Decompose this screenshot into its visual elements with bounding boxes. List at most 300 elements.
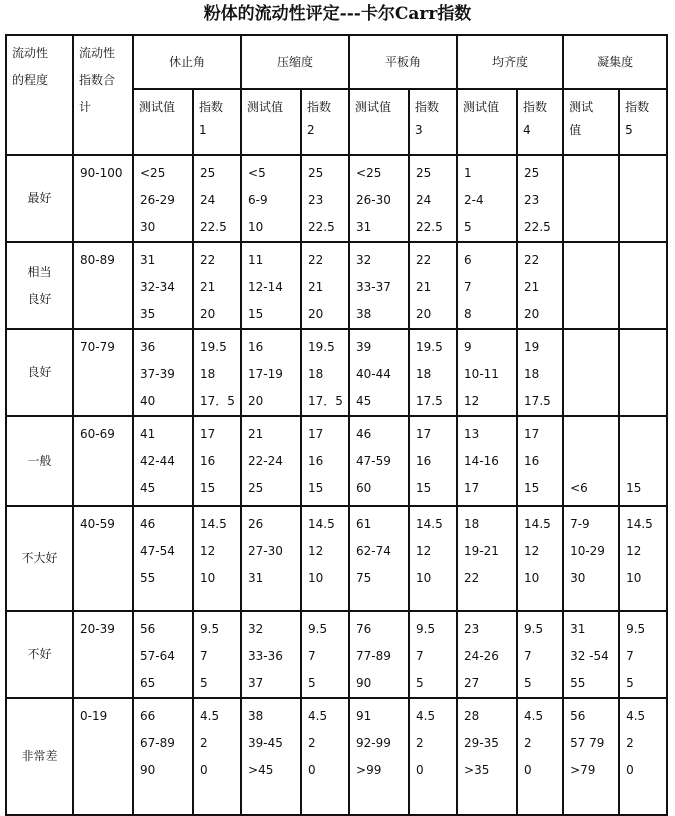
cell-value: 16	[308, 454, 324, 468]
cell-value: 10	[308, 571, 324, 585]
grade-cell	[6, 329, 73, 416]
cell-value: 92-99	[356, 736, 391, 750]
cell-value: 23	[524, 193, 540, 207]
cell-value: 15	[416, 481, 432, 495]
cell-value: 2-4	[464, 193, 484, 207]
cell-value: 5	[626, 676, 634, 690]
index-value-cell	[193, 242, 241, 329]
cell-value: 31	[140, 253, 156, 267]
cell-value: 0	[308, 763, 316, 777]
cell-value: 40-44	[356, 367, 391, 381]
cell-value: 15	[200, 481, 216, 495]
cell-value: 20	[248, 394, 264, 408]
test-value-cell	[133, 242, 193, 329]
cell-value: 22	[524, 253, 540, 267]
sub-header-index-text: 指数	[415, 100, 440, 114]
cell-value: 42-44	[140, 454, 175, 468]
cell-value: 47-54	[140, 544, 175, 558]
grade-text: 相当	[27, 264, 52, 279]
test-value-cell	[241, 155, 301, 242]
grade-cell	[6, 698, 73, 815]
cell-value: 1	[464, 166, 472, 180]
cell-value: 21	[524, 280, 540, 294]
index-value-cell	[619, 611, 667, 698]
cell-value: 17．5	[200, 394, 235, 408]
total-text: 40-59	[80, 517, 115, 531]
index-value-cell	[517, 155, 563, 242]
sub-header-index-text: 指数	[199, 100, 224, 114]
page-title: 粉体的流动性评定---卡尔Carr指数	[203, 4, 472, 24]
cell-value: <25	[140, 166, 166, 180]
total-cell	[73, 506, 133, 611]
grade-cell	[6, 416, 73, 506]
test-value-cell	[563, 698, 619, 815]
cell-value: 11	[248, 253, 264, 267]
cell-value	[626, 421, 660, 448]
header-total-line: 指数合	[79, 73, 116, 87]
cell-value: 14.5	[416, 517, 443, 531]
header-grade-line: 流动性	[12, 46, 49, 60]
cell-value: 21	[248, 427, 264, 441]
cell-value: 25	[524, 166, 540, 180]
cell-value: 47-59	[356, 454, 391, 468]
index-value-cell	[193, 611, 241, 698]
sub-header-index-num: 4	[523, 123, 531, 137]
test-value-cell	[457, 506, 517, 611]
cell-value: 26-30	[356, 193, 391, 207]
table-row	[6, 611, 667, 698]
cell-value: 14.5	[626, 517, 653, 531]
cell-value: 32	[356, 253, 372, 267]
cell-value: <6	[570, 481, 588, 495]
header-grade-cell	[6, 35, 73, 155]
grade-text: 良好	[27, 365, 52, 379]
cell-value: 30	[570, 571, 586, 585]
test-value-cell	[349, 242, 409, 329]
index-value-cell	[193, 329, 241, 416]
total-text: 80-89	[80, 253, 115, 267]
cell-value: 7	[308, 649, 316, 663]
sub-header-index	[517, 89, 563, 155]
cell-value: 38	[248, 709, 264, 723]
test-value-cell	[133, 698, 193, 815]
index-value-cell	[193, 155, 241, 242]
cell-value: 8	[464, 307, 472, 321]
index-value-cell	[301, 611, 349, 698]
grade-text: 不好	[27, 647, 52, 661]
sub-header-test-text: 测试值	[463, 100, 500, 114]
index-value-cell	[619, 506, 667, 611]
cell-value: 18	[524, 367, 540, 381]
test-value-cell	[563, 242, 619, 329]
cell-value: 39-45	[248, 736, 283, 750]
index-value-cell	[409, 155, 457, 242]
cell-value: 9.5	[416, 622, 436, 636]
cell-value	[570, 421, 612, 448]
cell-value: 57-64	[140, 649, 175, 663]
table-row	[6, 155, 667, 242]
cell-value: 0	[524, 763, 532, 777]
sub-header-index-text: 指数	[523, 100, 548, 114]
cell-value: 18	[464, 517, 480, 531]
total-text: 60-69	[80, 427, 115, 441]
test-value-cell	[457, 698, 517, 815]
cell-value: 17	[308, 427, 324, 441]
cell-value: <5	[248, 166, 266, 180]
cell-value: 0	[626, 763, 634, 777]
grade-text: 最好	[27, 191, 52, 205]
index-value-cell	[517, 611, 563, 698]
test-value-cell	[133, 329, 193, 416]
cell-value: 15	[308, 481, 324, 495]
index-value-cell	[301, 698, 349, 815]
cell-value: 56	[570, 709, 586, 723]
cell-value: 55	[140, 571, 156, 585]
index-value-cell	[301, 329, 349, 416]
cell-value: 19.5	[308, 340, 335, 354]
grade-text: 不大好	[21, 551, 58, 565]
cell-value: 5	[416, 676, 424, 690]
cell-value: 22.5	[416, 220, 443, 234]
sub-header-index	[409, 89, 457, 155]
index-value-cell	[517, 698, 563, 815]
grade-cell	[6, 155, 73, 242]
total-cell	[73, 329, 133, 416]
group-header: 平板角	[349, 35, 457, 89]
cell-value: 18	[200, 367, 216, 381]
sub-header-index	[301, 89, 349, 155]
index-value-cell	[517, 242, 563, 329]
cell-value: 19-21	[464, 544, 499, 558]
cell-value: 56	[140, 622, 156, 636]
cell-value: 12	[308, 544, 324, 558]
index-value-cell	[193, 416, 241, 506]
cell-value: 45	[140, 481, 156, 495]
test-value-cell	[457, 611, 517, 698]
sub-header-index	[619, 89, 667, 155]
cell-value: 10	[416, 571, 432, 585]
cell-value: 12	[626, 544, 642, 558]
test-value-cell	[563, 155, 619, 242]
total-text: 0-19	[80, 709, 108, 723]
cell-value: 26	[248, 517, 264, 531]
cell-value: 16	[416, 454, 432, 468]
index-value-cell	[409, 329, 457, 416]
test-value-cell	[133, 155, 193, 242]
cell-value: 62-74	[356, 544, 391, 558]
test-value-cell	[241, 242, 301, 329]
cell-value: 55	[570, 676, 586, 690]
sub-header-test-text: 值	[569, 123, 582, 137]
cell-value: 10	[524, 571, 540, 585]
sub-header-index-num: 1	[199, 123, 207, 137]
sub-header-test-text: 测试值	[355, 100, 392, 114]
cell-value: 7	[416, 649, 424, 663]
cell-value: 4.5	[524, 709, 544, 723]
cell-value: 20	[416, 307, 432, 321]
test-value-cell	[241, 416, 301, 506]
header-total-line: 计	[79, 100, 92, 114]
cell-value: 57 79	[570, 736, 605, 750]
cell-value: 37-39	[140, 367, 175, 381]
cell-value: 9.5	[524, 622, 544, 636]
cell-value: 7	[524, 649, 532, 663]
total-text: 20-39	[80, 622, 115, 636]
sub-header-test-text: 测试	[569, 100, 594, 114]
sub-header-index-text: 指数	[625, 100, 650, 114]
cell-value: 61	[356, 517, 372, 531]
test-value-cell	[349, 329, 409, 416]
cell-value: 2	[416, 736, 424, 750]
sub-header-index-num: 2	[307, 123, 315, 137]
cell-value: 32	[248, 622, 264, 636]
index-value-cell	[301, 155, 349, 242]
cell-value: 22.5	[308, 220, 335, 234]
sub-header-index	[193, 89, 241, 155]
cell-value: 19	[524, 340, 540, 354]
cell-value: 31	[570, 622, 586, 636]
total-text: 70-79	[80, 340, 115, 354]
cell-value: 17	[416, 427, 432, 441]
cell-value: 22	[308, 253, 324, 267]
total-cell	[73, 242, 133, 329]
grade-text: 良好	[27, 291, 52, 306]
cell-value: 31	[248, 571, 264, 585]
cell-value: 36	[140, 340, 156, 354]
cell-value: 75	[356, 571, 372, 585]
cell-value: 9	[464, 340, 472, 354]
group-header: 凝集度	[563, 35, 667, 89]
cell-value: 4.5	[308, 709, 328, 723]
cell-value: 26-29	[140, 193, 175, 207]
group-header: 压缩度	[241, 35, 349, 89]
cell-value: 33-36	[248, 649, 283, 663]
sub-header-test-text: 测试值	[247, 100, 284, 114]
index-value-cell	[517, 506, 563, 611]
cell-value: 28	[464, 709, 480, 723]
total-cell	[73, 416, 133, 506]
cell-value: 25	[308, 166, 324, 180]
cell-value: 31	[356, 220, 372, 234]
cell-value: 24	[416, 193, 432, 207]
table-row	[6, 416, 667, 506]
index-value-cell	[619, 698, 667, 815]
cell-value: 2	[524, 736, 532, 750]
cell-value: 18	[416, 367, 432, 381]
cell-value: 10-11	[464, 367, 499, 381]
test-value-cell	[241, 698, 301, 815]
index-value-cell	[409, 698, 457, 815]
sub-header-test	[349, 89, 409, 155]
cell-value: 24	[200, 193, 216, 207]
cell-value: 5	[200, 676, 208, 690]
cell-value: 12-14	[248, 280, 283, 294]
cell-value: 13	[464, 427, 480, 441]
sub-header-test	[457, 89, 517, 155]
cell-value: 17.5	[416, 394, 443, 408]
cell-value: 27-30	[248, 544, 283, 558]
table-row	[6, 329, 667, 416]
index-value-cell	[517, 416, 563, 506]
grade-cell	[6, 506, 73, 611]
sub-header-test	[133, 89, 193, 155]
cell-value: 2	[200, 736, 208, 750]
cell-value: 12	[524, 544, 540, 558]
test-value-cell	[241, 329, 301, 416]
cell-value: 41	[140, 427, 156, 441]
cell-value: 38	[356, 307, 372, 321]
cell-value: 0	[416, 763, 424, 777]
cell-value: 20	[200, 307, 216, 321]
cell-value: 19.5	[200, 340, 227, 354]
cell-value: 22	[464, 571, 480, 585]
carr-index-table	[5, 34, 668, 816]
cell-value: >99	[356, 763, 382, 777]
cell-value: 9.5	[308, 622, 328, 636]
test-value-cell	[457, 329, 517, 416]
cell-value: 46	[356, 427, 372, 441]
cell-value: 14.5	[308, 517, 335, 531]
cell-value: 14.5	[524, 517, 551, 531]
cell-value: 37	[248, 676, 264, 690]
cell-value: >45	[248, 763, 274, 777]
cell-value: 76	[356, 622, 372, 636]
cell-value: 65	[140, 676, 156, 690]
test-value-cell	[349, 698, 409, 815]
cell-value: 9.5	[626, 622, 646, 636]
cell-value: 2	[308, 736, 316, 750]
cell-value: 16	[524, 454, 540, 468]
total-text: 90-100	[80, 166, 123, 180]
cell-value: 12	[416, 544, 432, 558]
cell-value: 14.5	[200, 517, 227, 531]
cell-value: 77-89	[356, 649, 391, 663]
cell-value: 22.5	[524, 220, 551, 234]
cell-value: 19.5	[416, 340, 443, 354]
total-cell	[73, 155, 133, 242]
cell-value: 23	[308, 193, 324, 207]
index-value-cell	[301, 242, 349, 329]
cell-value: 25	[248, 481, 264, 495]
sub-header-index-text: 指数	[307, 100, 332, 114]
index-value-cell	[517, 329, 563, 416]
cell-value: 21	[200, 280, 216, 294]
index-value-cell	[409, 611, 457, 698]
cell-value: 60	[356, 481, 372, 495]
cell-value: 33-37	[356, 280, 391, 294]
grade-cell	[6, 242, 73, 329]
cell-value: 91	[356, 709, 372, 723]
index-value-cell	[301, 416, 349, 506]
cell-value: >79	[570, 763, 596, 777]
cell-value: 32 -54	[570, 649, 609, 663]
group-header: 均齐度	[457, 35, 563, 89]
table-row	[6, 506, 667, 611]
cell-value: 17-19	[248, 367, 283, 381]
cell-value: 17	[200, 427, 216, 441]
cell-value: 9.5	[200, 622, 220, 636]
cell-value: 20	[524, 307, 540, 321]
test-value-cell	[563, 506, 619, 611]
grade-text: 非常差	[21, 749, 58, 763]
index-value-cell	[619, 416, 667, 506]
cell-value: 20	[308, 307, 324, 321]
cell-value: 16	[248, 340, 264, 354]
sub-header-test-text: 测试值	[139, 100, 176, 114]
cell-value: 15	[626, 481, 642, 495]
index-value-cell	[619, 242, 667, 329]
cell-value: 17.5	[524, 394, 551, 408]
index-value-cell	[619, 155, 667, 242]
index-value-cell	[409, 242, 457, 329]
cell-value: 22	[200, 253, 216, 267]
sub-header-test	[241, 89, 301, 155]
test-value-cell	[349, 155, 409, 242]
cell-value: 66	[140, 709, 156, 723]
index-value-cell	[193, 506, 241, 611]
table-row	[6, 698, 667, 815]
cell-value: 17	[464, 481, 480, 495]
cell-value: 32-34	[140, 280, 175, 294]
cell-value: 7	[200, 649, 208, 663]
index-value-cell	[619, 329, 667, 416]
sub-header-index-num: 5	[625, 123, 633, 137]
cell-value	[626, 448, 660, 475]
cell-value: 30	[140, 220, 156, 234]
index-value-cell	[301, 506, 349, 611]
cell-value: 23	[464, 622, 480, 636]
test-value-cell	[133, 506, 193, 611]
cell-value: 10	[626, 571, 642, 585]
cell-value: 6-9	[248, 193, 268, 207]
index-value-cell	[409, 416, 457, 506]
group-header: 休止角	[133, 35, 241, 89]
test-value-cell	[457, 416, 517, 506]
test-value-cell	[349, 611, 409, 698]
cell-value: 5	[308, 676, 316, 690]
cell-value: 15	[524, 481, 540, 495]
cell-value: 90	[356, 676, 372, 690]
cell-value: 0	[200, 763, 208, 777]
test-value-cell	[457, 242, 517, 329]
total-cell	[73, 698, 133, 815]
cell-value: 5	[464, 220, 472, 234]
cell-value: 16	[200, 454, 216, 468]
test-value-cell	[133, 416, 193, 506]
cell-value: 24-26	[464, 649, 499, 663]
cell-value: 18	[308, 367, 324, 381]
cell-value: 25	[416, 166, 432, 180]
index-value-cell	[409, 506, 457, 611]
test-value-cell	[563, 416, 619, 506]
index-value-cell	[193, 698, 241, 815]
cell-value: 67-89	[140, 736, 175, 750]
cell-value: 7-9	[570, 517, 590, 531]
cell-value: 2	[626, 736, 634, 750]
grade-text: 一般	[27, 453, 52, 468]
cell-value: 22.5	[200, 220, 227, 234]
cell-value: 27	[464, 676, 480, 690]
cell-value	[570, 448, 612, 475]
test-value-cell	[563, 329, 619, 416]
test-value-cell	[349, 506, 409, 611]
sub-header-test	[563, 89, 619, 155]
test-value-cell	[241, 611, 301, 698]
cell-value: 4.5	[626, 709, 646, 723]
sub-header-index-num: 3	[415, 123, 423, 137]
grade-cell	[6, 611, 73, 698]
cell-value: 25	[200, 166, 216, 180]
